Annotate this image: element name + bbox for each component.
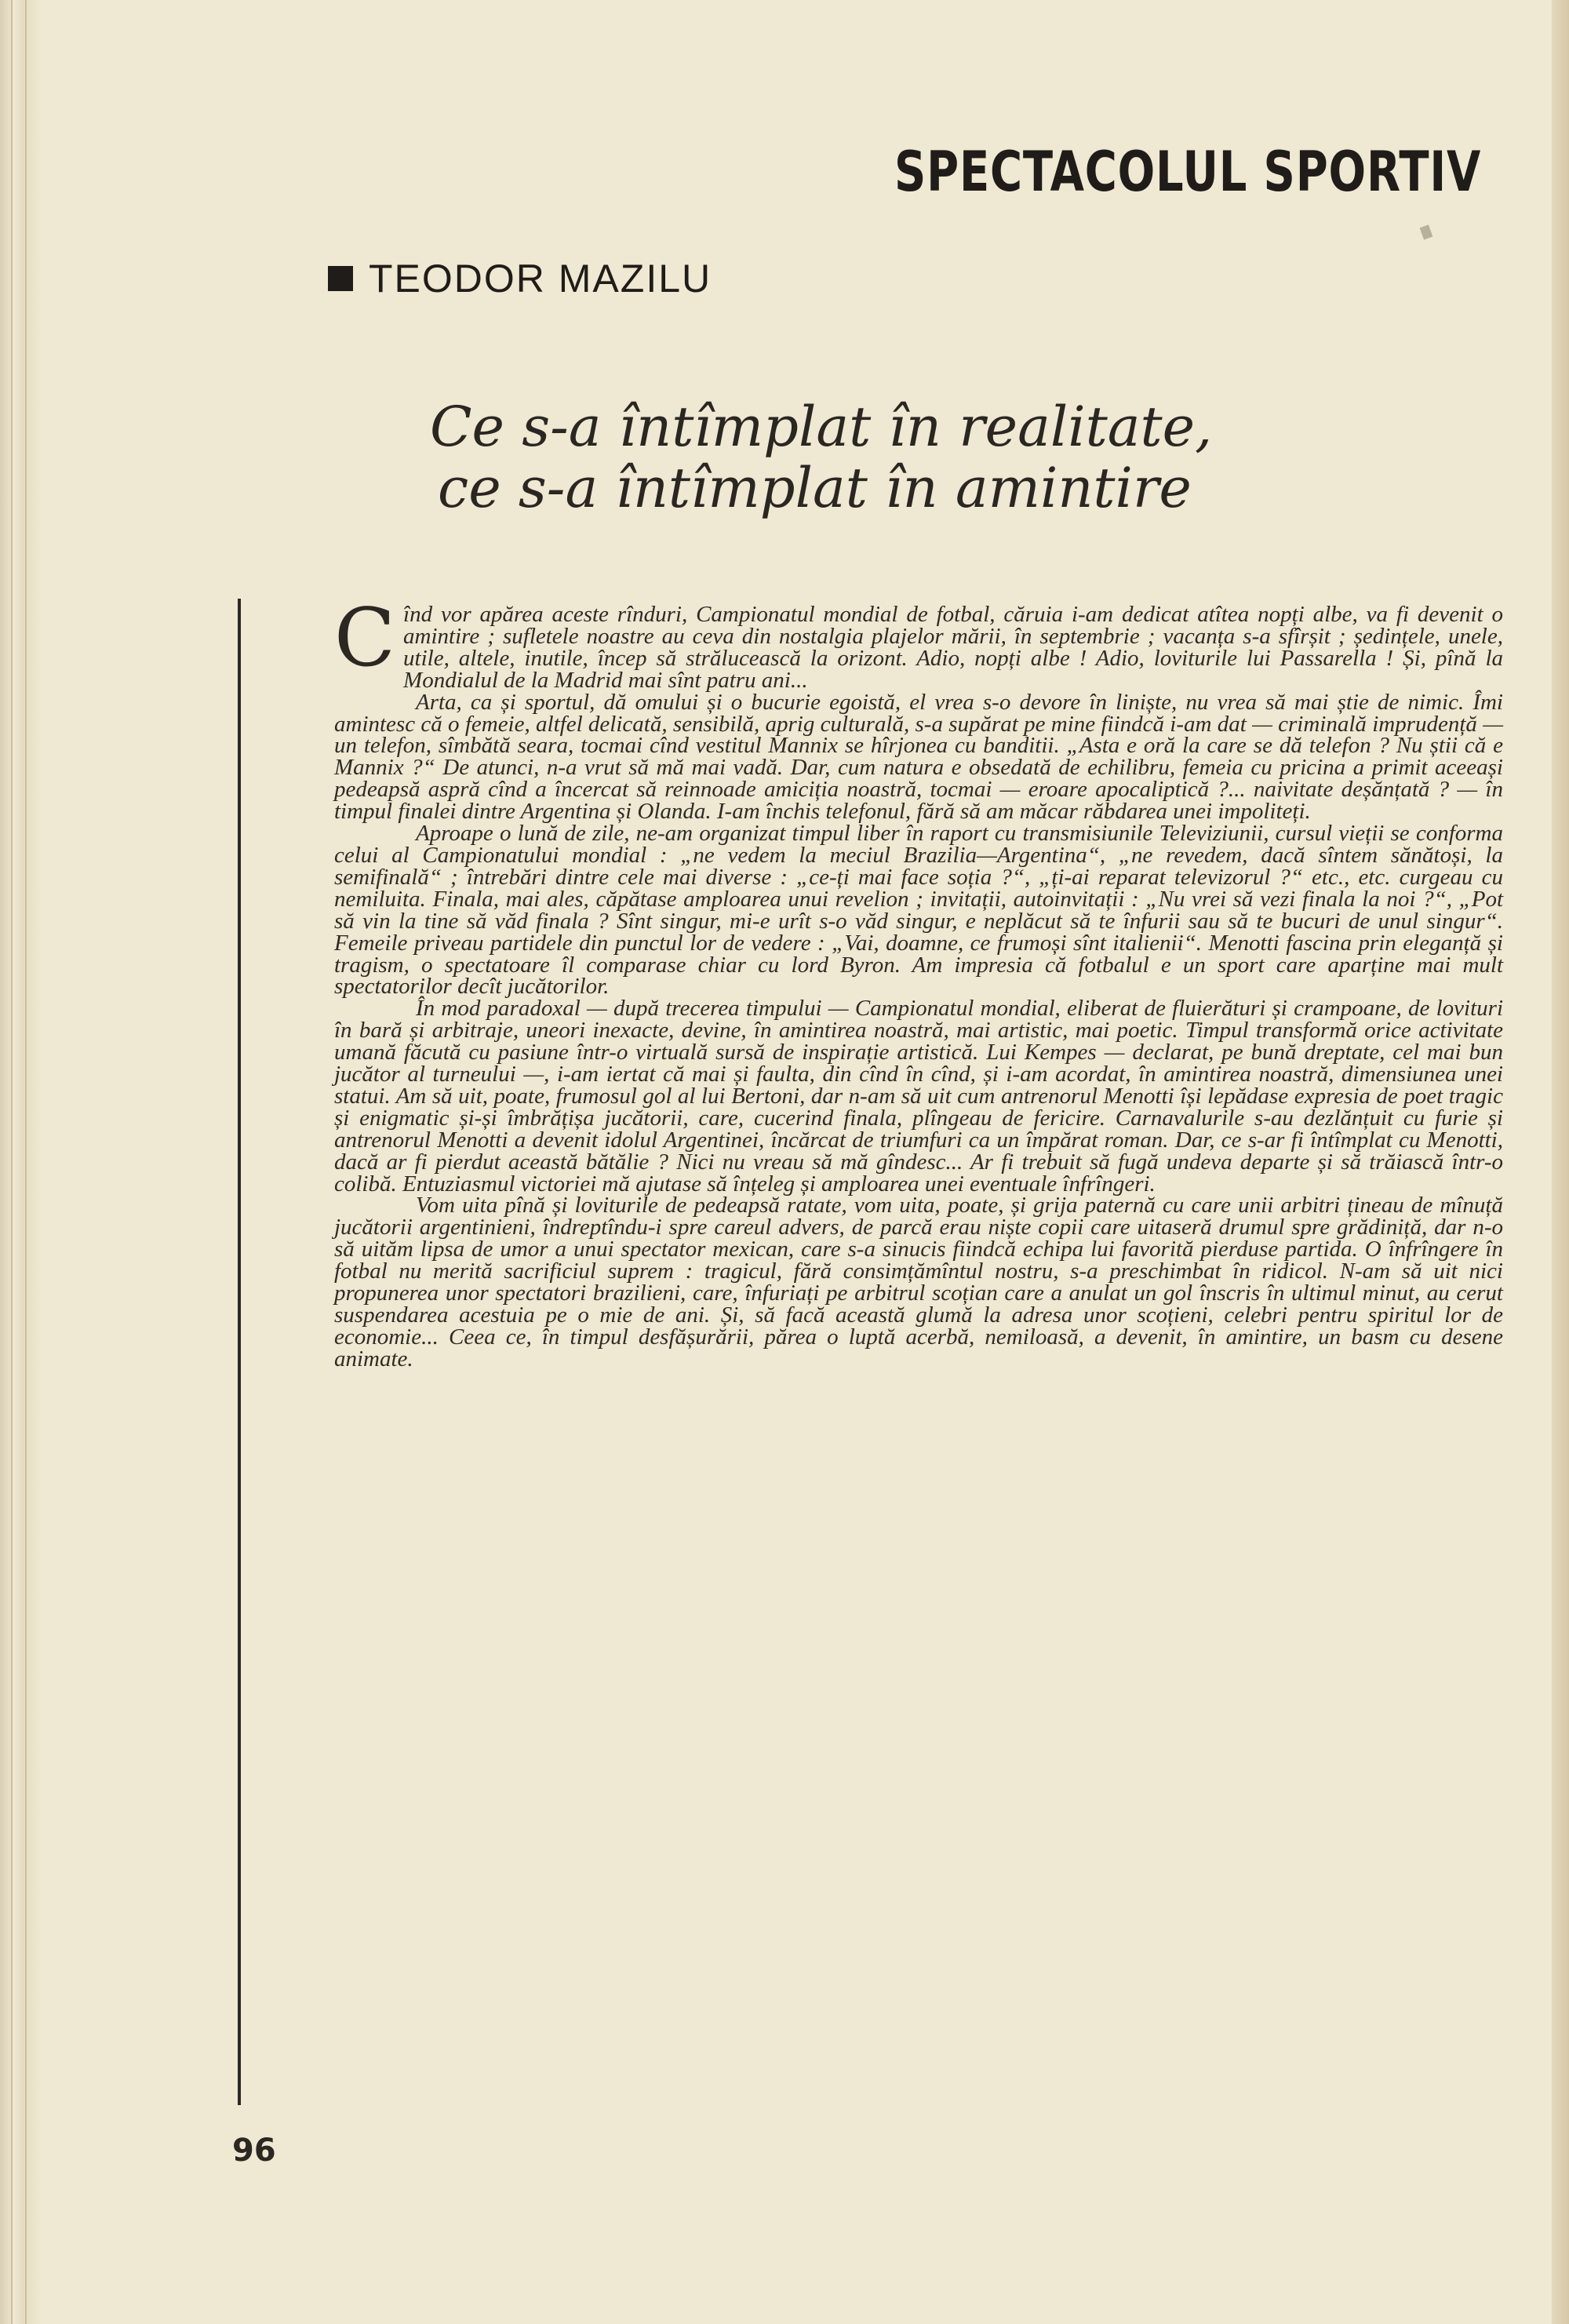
square-bullet-icon <box>328 266 353 291</box>
paragraph: Arta, ca și sportul, dă omului și o bucurie egoistă, el vrea s-o devore în liniște, nu vrea să mai știe de nimic. Îmi amintesc că o femeie, altfel delicată, sensibilă, aprig culturală, s-a supărat pe mine fiindcă i-am dat — criminală imprudență — un telefon, sîmbătă seara, tocmai cînd vestitul Mannix se hîrjonea cu banditii. „Asta e oră la care se dă telefon ? Nu știi că e Mannix ?“ De atunci, n-a vrut să mă mai vadă. Dar, cum natura e obsedată de echilibru, femeia cu pricina a primit aceeași pedeapsă aspră cînd a încercat să reinnoade amiciția noastră, tocmai — eroare apocaliptică ?... naivitate deșănțată ? — în timpul finalei dintre Argentina și Olanda. I-am închis telefonul, fără să am măcar răbdarea unei impoliteți. <box>334 689 1503 825</box>
paragraph: Aproape o lună de zile, ne-am organizat timpul liber în raport cu transmisiunile Televiziunii, cursul vieții se conforma celui al Campionatului mondial : „ne vedem la meciul Brazilia—Argentina“, „ne revedem, dacă sîntem sănătoși, la semifinală“ ; întrebări dintre cele mai diverse : „ce-ți mai face soția ?“, „ți-ai reparat televizorul ?“ etc., etc. curgeau cu nemiluita. Finala, mai ales, căpătase amploarea unui revelion ; invitații, autoinvitații : „Nu vrei să vezi finala la noi ?“, „Pot să vin la tine să văd finala ? Sînt singur, mi-e urît s-o văd singur, e neplăcut să te înfurii sau să te bucuri de unul singur“. Femeile priveau partidele din punctul lor de vedere : „Vai, doamne, ce frumoși sînt italienii“. Menotti fascina prin eleganță și tragism, o spectatoare îl comparase chiar cu lord Byron. Am impresia că fotbalul e un sport care aparține mai mult spectatorilor decît jucătorilor. <box>334 821 1503 1000</box>
column-rule <box>238 599 241 2105</box>
article-body <box>334 592 1503 1371</box>
paragraph-text: înd vor apărea aceste rînduri, Campionatul mondial de fotbal, căruia i-am dedicat atîtea nopți albe, va fi devenit o amintire ; sufletele noastre au ceva din nostalgia plajelor mării, în septembrie ; vacanța s-a sfîrșit ; ședințele, unele, utile, altele, inutile, încep să strălucească la orizont. Adio, nopți albe ! Adio, loviturile lui Passarella ! Și, pînă la Mondialul de la Madrid mai sînt patru ani... <box>403 602 1503 693</box>
page-edge <box>1552 0 1569 2324</box>
paragraph <box>334 592 1503 693</box>
drop-cap: C <box>334 592 396 685</box>
paragraph: Vom uita pînă și loviturile de pedeapsă ratate, vom uita, poate, și grija paternă cu care unii arbitri țineau de mînuță jucătorii argentinieni, îndreptîndu-i spre careul advers, de parcă erau niște copii care uitaseră drumul spre grădiniță, dar n-o să uităm lipsa de umor a unui spectator mexican, care s-a sinucis fiindcă echipa lui favorită pierduse partida. O înfrîngere în fotbal nu merită sacrificiul suprem : tragicul, fără consimțămîntul nostru, s-a preschimbat în ridicol. N-am să uit nici propunerea unor spectatori brazilieni, care, înfuriați pe arbitrul scoțian care a anulat un gol înscris în ultimul minut, au cerut suspendarea acestuia pe o mie de ani. Și, să facă această glumă la adresa unor scoțieni, celebri pentru spiritul lor de economie... Ceea ce, în timpul desfășurării, părea o luptă acerbă, nemiloasă, a devenit, în amintire, un basm cu desene animate. <box>334 1193 1503 1371</box>
spine-crease <box>25 0 27 2324</box>
paper-speck <box>1420 224 1433 239</box>
page-number: 96 <box>232 2133 276 2169</box>
book-spine <box>0 0 41 2324</box>
section-title: SPECTACOLUL SPORTIV <box>894 140 1482 204</box>
paragraph: În mod paradoxal — după trecerea timpului — Campionatul mondial, eliberat de fluierături și crampoane, de lovituri în bară și arbitraje, uneori inexacte, devine, în amintirea noastră, mai artistic, mai poetic. Timpul transformă orice activitate umană făcută cu pasiune într-o virtuală sursă de inspirație artistică. Lui Kempes — declarat, pe bună dreptate, cel mai bun jucător al turneului —, i-am iertat că mai și faulta, din cînd în cînd, și i-am acordat, în amintirea noastră, dimensiunea unei statui. Am să uit, poate, frumosul gol al lui Bertoni, dar n-am să uit cum antrenorul Menotti își lepădase expresia de poet tragic și enigmatic și-și îmbrățișa jucătorii, care, cucerind finala, plîngeau de fericire. Carnavalurile s-au dezlănțuit cu furie și antrenorul Menotti a devenit idolul Argentinei, încărcat de triumfuri ca un împărat roman. Dar, ce s-ar fi întîmplat cu Menotti, dacă ar fi pierdut această bătălie ? Nici nu vreau să mă gîndesc... Ar fi trebuit să fugă undeva departe și să trăiască într-o colibă. Entuziasmul victoriei mă ajutase să înțeleg și amploarea unei eventuale înfrîngeri. <box>334 996 1503 1197</box>
article-title-line-1: Ce s-a întîmplat în realitate, <box>430 395 1213 459</box>
article-title-line-2: ce s-a întîmplat în amintire <box>438 456 1192 520</box>
author-name: TEODOR MAZILU <box>369 257 712 301</box>
spine-crease <box>11 0 13 2324</box>
article-title <box>430 396 1371 519</box>
author-byline <box>328 256 712 301</box>
